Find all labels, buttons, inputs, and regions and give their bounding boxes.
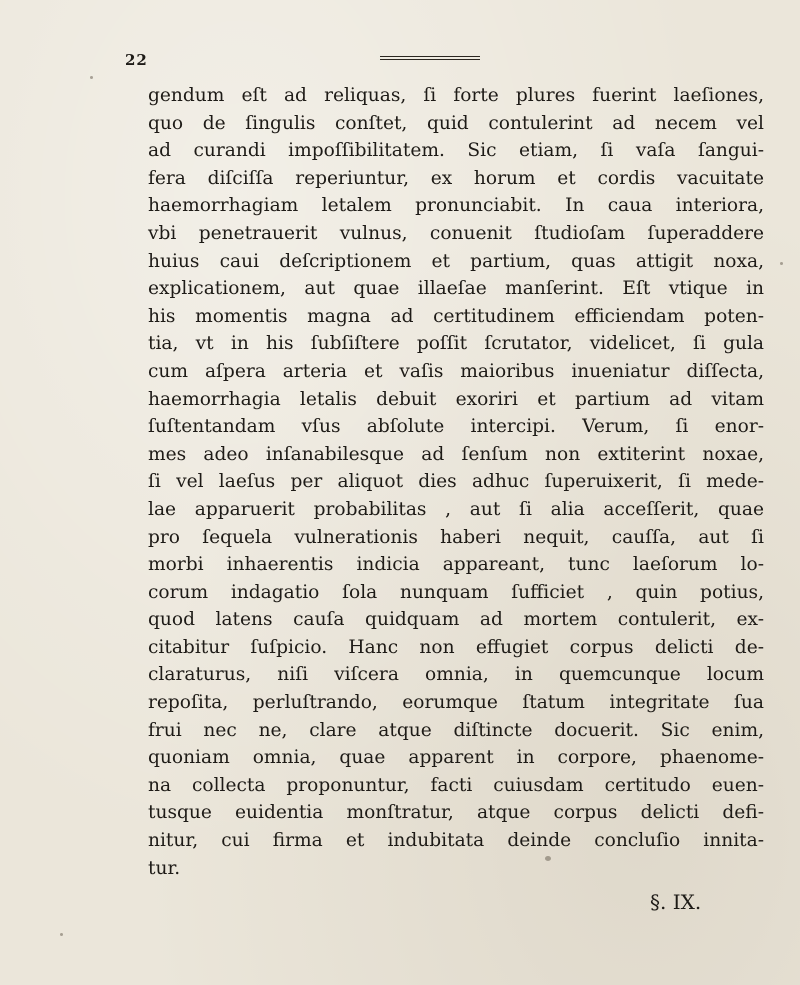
text-line: his momentis magna ad certitudinem efficiendam poten- [148, 305, 764, 327]
page-number: 22 [125, 51, 148, 69]
paper-speck [60, 933, 63, 936]
text-line: ſi vel laeſus per aliquot dies adhuc ſuperuixerit, ſi mede- [148, 471, 764, 493]
body-text [148, 82, 764, 882]
text-line: repoſita, perluſtrando, eorumque ſtatum integritate ſua [148, 692, 764, 714]
text-line: fera diſciſſa reperiuntur, ex horum et cordis vacuitate [148, 167, 764, 189]
text-line: quod latens cauſa quidquam ad mortem contulerit, ex- [148, 609, 764, 631]
text-line: citabitur ſuſpicio. Hanc non effugiet corpus delicti de- [148, 636, 764, 658]
text-line: morbi inhaerentis indicia appareant, tunc laeſorum lo- [148, 554, 764, 576]
text-line: vbi penetrauerit vulnus, conuenit ſtudioſam ſuperaddere [148, 222, 764, 244]
text-line: mes adeo inſanabilesque ad ſenſum non extiterint noxae, [148, 443, 764, 465]
text-line: quoniam omnia, quae apparent in corpore, phaenome- [148, 747, 764, 769]
text-line: haemorrhagiam letalem pronunciabit. In caua interiora, [148, 195, 764, 217]
catchword: §. IX. [650, 890, 702, 914]
text-line: claraturus, niſi viſcera omnia, in quemcunque locum [148, 664, 764, 686]
paper-speck [90, 76, 93, 79]
paper-speck [545, 856, 551, 861]
text-line: corum indagatio ſola nunquam ſufficiet , quin potius, [148, 581, 764, 603]
text-line: huius caui deſcriptionem et partium, quas attigit noxa, [148, 250, 764, 272]
text-line: quo de ſingulis conſtet, quid contulerint ad necem vel [148, 112, 764, 134]
paper-speck [780, 262, 783, 265]
text-line: tia, vt in his ſubſiſtere poſſit ſcrutator, videlicet, ſi gula [148, 333, 764, 355]
text-line: na collecta proponuntur, facti cuiusdam certitudo euen- [148, 774, 764, 796]
header-ornament-rule [380, 56, 480, 62]
text-line: ſuſtentandam vſus abſolute intercipi. Verum, ſi enor- [148, 416, 764, 438]
text-line: explicationem, aut quae illaeſae manſerint. Eſt vtique in [148, 278, 764, 300]
text-line: ad curandi impoſſibilitatem. Sic etiam, ſi vaſa ſangui- [148, 140, 764, 162]
text-line: frui nec ne, clare atque diſtincte docuerit. Sic enim, [148, 719, 764, 741]
text-line: tur. [148, 857, 181, 879]
text-line: nitur, cui firma et indubitata deinde concluſio innita- [148, 830, 764, 852]
text-line: pro ſequela vulnerationis haberi nequit, cauſſa, aut ſi [148, 526, 764, 548]
text-line: cum aſpera arteria et vaſis maioribus inueniatur diſſecta, [148, 360, 764, 382]
text-line: haemorrhagia letalis debuit exoriri et partium ad vitam [148, 388, 764, 410]
text-line: lae apparuerit probabilitas , aut ſi alia acceſſerit, quae [148, 498, 764, 520]
text-line: tusque euidentia monſtratur, atque corpus delicti defi- [148, 802, 764, 824]
text-line: gendum eſt ad reliquas, ſi forte plures fuerint laeſiones, [148, 85, 764, 106]
